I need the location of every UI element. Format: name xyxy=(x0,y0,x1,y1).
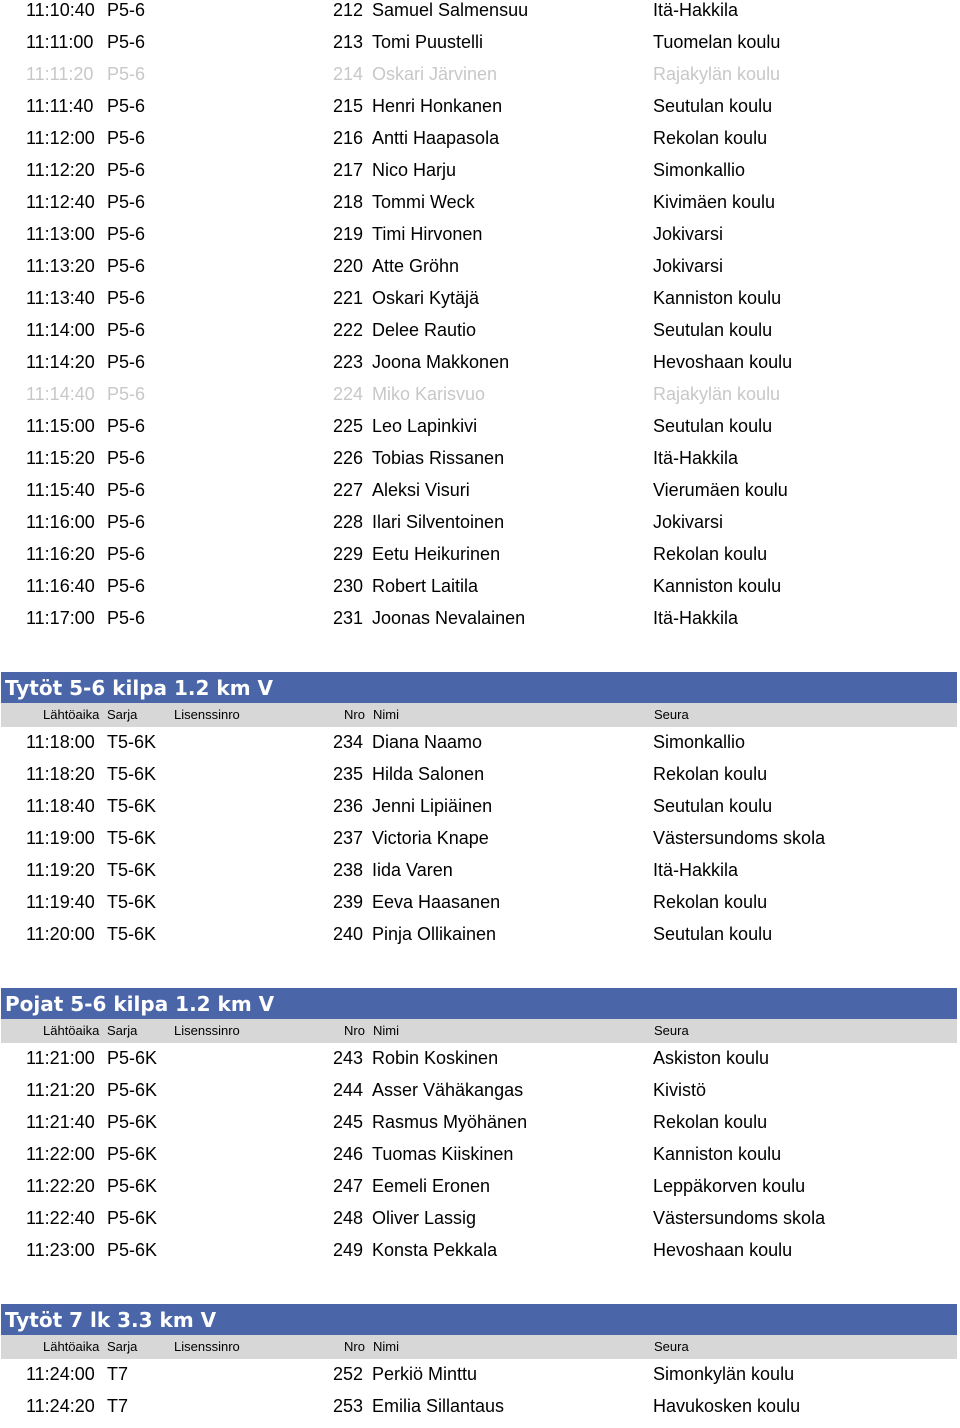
table-row xyxy=(0,0,960,32)
athlete-name: Ilari Silventoinen xyxy=(372,512,505,532)
col-header-class: Sarja xyxy=(107,1023,138,1038)
bib-number: 220 xyxy=(333,256,364,276)
club-name: Seutulan koulu xyxy=(653,796,773,816)
class-code: P5-6 xyxy=(107,288,146,308)
column-header-row xyxy=(1,1335,957,1359)
bib-number: 238 xyxy=(333,860,364,880)
bib-number: 245 xyxy=(333,1112,364,1132)
start-time: 11:13:40 xyxy=(26,288,95,308)
start-time: 11:14:40 xyxy=(26,384,95,404)
table-row xyxy=(0,1364,960,1396)
table-row xyxy=(0,160,960,192)
table-row xyxy=(0,416,960,448)
start-time: 11:15:40 xyxy=(26,480,95,500)
start-time: 11:11:20 xyxy=(26,64,94,84)
table-row xyxy=(0,1208,960,1240)
col-header-number: Nro xyxy=(344,1023,365,1038)
athlete-name: Robert Laitila xyxy=(372,576,479,596)
club-name: Kivistö xyxy=(653,1080,707,1100)
club-name: Itä-Hakkila xyxy=(653,860,739,880)
club-name: Rekolan koulu xyxy=(653,544,768,564)
athlete-name: Perkiö Minttu xyxy=(372,1364,478,1384)
athlete-name: Robin Koskinen xyxy=(372,1048,499,1068)
table-row xyxy=(0,608,960,640)
class-code: T5-6K xyxy=(107,764,157,784)
start-time: 11:18:00 xyxy=(26,732,95,752)
club-name: Seutulan koulu xyxy=(653,96,773,116)
bib-number: 230 xyxy=(333,576,364,596)
col-header-name: Nimi xyxy=(373,1339,399,1354)
class-code: P5-6 xyxy=(107,320,146,340)
section-title: Tytöt 5-6 kilpa 1.2 km V xyxy=(1,672,957,703)
athlete-name: Diana Naamo xyxy=(372,732,483,752)
section-title: Tytöt 7 lk 3.3 km V xyxy=(1,1304,957,1335)
table-row xyxy=(0,352,960,384)
athlete-name: Aleksi Visuri xyxy=(372,480,470,500)
bib-number: 237 xyxy=(333,828,364,848)
table-row xyxy=(0,1396,960,1428)
column-header-row xyxy=(1,703,957,727)
table-row xyxy=(0,512,960,544)
class-code: P5-6 xyxy=(107,608,146,628)
athlete-name: Joonas Nevalainen xyxy=(372,608,526,628)
club-name: Hevoshaan koulu xyxy=(653,1240,793,1260)
class-code: T5-6K xyxy=(107,828,157,848)
start-time: 11:17:00 xyxy=(26,608,95,628)
col-header-club: Seura xyxy=(654,707,689,722)
start-time: 11:24:20 xyxy=(26,1396,95,1416)
athlete-name: Timi Hirvonen xyxy=(372,224,483,244)
athlete-name: Jenni Lipiäinen xyxy=(372,796,493,816)
table-row xyxy=(0,224,960,256)
class-code: P5-6 xyxy=(107,128,146,148)
club-name: Itä-Hakkila xyxy=(653,608,739,628)
athlete-name: Atte Gröhn xyxy=(372,256,460,276)
bib-number: 212 xyxy=(333,0,364,20)
class-code: P5-6 xyxy=(107,0,146,20)
start-time: 11:16:00 xyxy=(26,512,95,532)
bib-number: 235 xyxy=(333,764,364,784)
column-header-row xyxy=(1,1019,957,1043)
class-code: P5-6K xyxy=(107,1208,158,1228)
class-code: P5-6 xyxy=(107,512,146,532)
club-name: Jokivarsi xyxy=(653,224,724,244)
bib-number: 225 xyxy=(333,416,364,436)
club-name: Jokivarsi xyxy=(653,512,724,532)
class-code: P5-6K xyxy=(107,1080,158,1100)
table-row xyxy=(0,924,960,956)
start-time: 11:12:00 xyxy=(26,128,95,148)
athlete-name: Asser Vähäkangas xyxy=(372,1080,524,1100)
class-code: T5-6K xyxy=(107,924,157,944)
start-time: 11:12:40 xyxy=(26,192,95,212)
table-row xyxy=(0,1048,960,1080)
start-time: 11:22:40 xyxy=(26,1208,95,1228)
athlete-name: Oskari Kytäjä xyxy=(372,288,480,308)
table-row xyxy=(0,576,960,608)
class-code: P5-6K xyxy=(107,1176,158,1196)
club-name: Havukosken koulu xyxy=(653,1396,801,1416)
class-code: P5-6K xyxy=(107,1048,158,1068)
bib-number: 223 xyxy=(333,352,364,372)
class-code: P5-6 xyxy=(107,448,146,468)
col-header-number: Nro xyxy=(344,1339,365,1354)
col-header-start-time: Lähtöaika xyxy=(43,1023,100,1038)
club-name: Askiston koulu xyxy=(653,1048,770,1068)
table-row xyxy=(0,320,960,352)
club-name: Seutulan koulu xyxy=(653,320,773,340)
start-time: 11:19:00 xyxy=(26,828,95,848)
club-name: Tuomelan koulu xyxy=(653,32,781,52)
col-header-club: Seura xyxy=(654,1339,689,1354)
table-row xyxy=(0,256,960,288)
section-spacer xyxy=(0,1272,960,1304)
club-name: Simonkallio xyxy=(653,160,746,180)
table-row xyxy=(0,288,960,320)
athlete-name: Tobias Rissanen xyxy=(372,448,505,468)
start-time: 11:24:00 xyxy=(26,1364,95,1384)
athlete-name: Eeva Haasanen xyxy=(372,892,501,912)
club-name: Rekolan koulu xyxy=(653,128,768,148)
club-name: Kanniston koulu xyxy=(653,288,782,308)
class-code: P5-6K xyxy=(107,1112,158,1132)
start-time: 11:21:00 xyxy=(26,1048,95,1068)
start-time: 11:13:20 xyxy=(26,256,95,276)
col-header-start-time: Lähtöaika xyxy=(43,707,100,722)
bib-number: 229 xyxy=(333,544,364,564)
start-time: 11:10:40 xyxy=(26,0,95,20)
bib-number: 249 xyxy=(333,1240,364,1260)
athlete-name: Victoria Knape xyxy=(372,828,489,848)
club-name: Kivimäen koulu xyxy=(653,192,776,212)
athlete-name: Hilda Salonen xyxy=(372,764,485,784)
bib-number: 240 xyxy=(333,924,364,944)
class-code: T5-6K xyxy=(107,860,157,880)
bib-number: 219 xyxy=(333,224,364,244)
section-spacer xyxy=(0,956,960,988)
club-name: Seutulan koulu xyxy=(653,416,773,436)
bib-number: 248 xyxy=(333,1208,364,1228)
start-time: 11:18:20 xyxy=(26,764,95,784)
class-code: P5-6K xyxy=(107,1144,158,1164)
table-row xyxy=(0,796,960,828)
section-title: Pojat 5-6 kilpa 1.2 km V xyxy=(1,988,957,1019)
table-row xyxy=(0,384,960,416)
athlete-name: Rasmus Myöhänen xyxy=(372,1112,528,1132)
club-name: Rajakylän koulu xyxy=(653,384,781,404)
start-time: 11:15:00 xyxy=(26,416,95,436)
start-time: 11:19:20 xyxy=(26,860,95,880)
start-time: 11:23:00 xyxy=(26,1240,95,1260)
bib-number: 247 xyxy=(333,1176,364,1196)
club-name: Vierumäen koulu xyxy=(653,480,788,500)
table-row xyxy=(0,32,960,64)
bib-number: 252 xyxy=(333,1364,364,1384)
start-time: 11:11:00 xyxy=(26,32,94,52)
class-code: P5-6 xyxy=(107,256,146,276)
club-name: Simonkylän koulu xyxy=(653,1364,795,1384)
athlete-name: Konsta Pekkala xyxy=(372,1240,498,1260)
bib-number: 221 xyxy=(333,288,364,308)
class-code: P5-6 xyxy=(107,224,146,244)
col-header-number: Nro xyxy=(344,707,365,722)
start-time: 11:13:00 xyxy=(26,224,95,244)
col-header-class: Sarja xyxy=(107,707,138,722)
class-code: P5-6 xyxy=(107,32,146,52)
club-name: Simonkallio xyxy=(653,732,746,752)
bib-number: 214 xyxy=(333,64,364,84)
club-name: Seutulan koulu xyxy=(653,924,773,944)
athlete-name: Nico Harju xyxy=(372,160,457,180)
bib-number: 246 xyxy=(333,1144,364,1164)
class-code: T5-6K xyxy=(107,892,157,912)
class-code: P5-6 xyxy=(107,416,146,436)
athlete-name: Delee Rautio xyxy=(372,320,477,340)
start-time: 11:21:20 xyxy=(26,1080,95,1100)
athlete-name: Samuel Salmensuu xyxy=(372,0,529,20)
athlete-name: Miko Karisvuo xyxy=(372,384,486,404)
start-time: 11:11:40 xyxy=(26,96,94,116)
club-name: Leppäkorven koulu xyxy=(653,1176,806,1196)
table-row xyxy=(0,1080,960,1112)
start-time: 11:16:40 xyxy=(26,576,95,596)
start-time: 11:21:40 xyxy=(26,1112,95,1132)
col-header-start-time: Lähtöaika xyxy=(43,1339,100,1354)
start-time: 11:15:20 xyxy=(26,448,95,468)
bib-number: 239 xyxy=(333,892,364,912)
club-name: Itä-Hakkila xyxy=(653,0,739,20)
start-time: 11:12:20 xyxy=(26,160,95,180)
start-time: 11:18:40 xyxy=(26,796,95,816)
class-code: P5-6 xyxy=(107,480,146,500)
table-row xyxy=(0,828,960,860)
class-code: P5-6 xyxy=(107,352,146,372)
class-code: T7 xyxy=(107,1396,129,1416)
bib-number: 222 xyxy=(333,320,364,340)
table-row xyxy=(0,860,960,892)
start-time: 11:22:00 xyxy=(26,1144,95,1164)
club-name: Rekolan koulu xyxy=(653,764,768,784)
bib-number: 228 xyxy=(333,512,364,532)
table-row xyxy=(0,64,960,96)
start-time: 11:16:20 xyxy=(26,544,95,564)
club-name: Rekolan koulu xyxy=(653,1112,768,1132)
class-code: P5-6 xyxy=(107,160,146,180)
class-code: P5-6 xyxy=(107,384,146,404)
table-row xyxy=(0,892,960,924)
col-header-club: Seura xyxy=(654,1023,689,1038)
bib-number: 226 xyxy=(333,448,364,468)
athlete-name: Oliver Lassig xyxy=(372,1208,477,1228)
bib-number: 253 xyxy=(333,1396,364,1416)
bib-number: 227 xyxy=(333,480,364,500)
table-row xyxy=(0,96,960,128)
class-code: P5-6K xyxy=(107,1240,158,1260)
athlete-name: Joona Makkonen xyxy=(372,352,510,372)
start-time: 11:22:20 xyxy=(26,1176,95,1196)
class-code: P5-6 xyxy=(107,544,146,564)
table-row xyxy=(0,1144,960,1176)
table-row xyxy=(0,448,960,480)
athlete-name: Eemeli Eronen xyxy=(372,1176,491,1196)
table-row xyxy=(0,1112,960,1144)
class-code: T5-6K xyxy=(107,732,157,752)
start-time: 11:20:00 xyxy=(26,924,95,944)
bib-number: 236 xyxy=(333,796,364,816)
class-code: P5-6 xyxy=(107,192,146,212)
bib-number: 213 xyxy=(333,32,364,52)
club-name: Rekolan koulu xyxy=(653,892,768,912)
club-name: Kanniston koulu xyxy=(653,1144,782,1164)
athlete-name: Henri Honkanen xyxy=(372,96,503,116)
class-code: P5-6 xyxy=(107,96,146,116)
bib-number: 244 xyxy=(333,1080,364,1100)
table-row xyxy=(0,480,960,512)
club-name: Itä-Hakkila xyxy=(653,448,739,468)
table-row xyxy=(0,764,960,796)
athlete-name: Tomi Puustelli xyxy=(372,32,484,52)
athlete-name: Tuomas Kiiskinen xyxy=(372,1144,514,1164)
athlete-name: Tommi Weck xyxy=(372,192,475,212)
athlete-name: Pinja Ollikainen xyxy=(372,924,497,944)
club-name: Jokivarsi xyxy=(653,256,724,276)
athlete-name: Oskari Järvinen xyxy=(372,64,498,84)
bib-number: 224 xyxy=(333,384,364,404)
table-row xyxy=(0,732,960,764)
start-time: 11:14:20 xyxy=(26,352,95,372)
club-name: Hevoshaan koulu xyxy=(653,352,793,372)
athlete-name: Emilia Sillantaus xyxy=(372,1396,505,1416)
start-time: 11:14:00 xyxy=(26,320,95,340)
table-row xyxy=(0,1176,960,1208)
class-code: T5-6K xyxy=(107,796,157,816)
bib-number: 231 xyxy=(333,608,364,628)
table-row xyxy=(0,1240,960,1272)
col-header-license: Lisenssinro xyxy=(174,1023,240,1038)
col-header-license: Lisenssinro xyxy=(174,1339,240,1354)
col-header-name: Nimi xyxy=(373,707,399,722)
bib-number: 243 xyxy=(333,1048,364,1068)
table-row xyxy=(0,128,960,160)
bib-number: 234 xyxy=(333,732,364,752)
section-spacer xyxy=(0,640,960,672)
athlete-name: Antti Haapasola xyxy=(372,128,500,148)
start-time: 11:19:40 xyxy=(26,892,95,912)
table-row xyxy=(0,544,960,576)
class-code: P5-6 xyxy=(107,64,146,84)
athlete-name: Iida Varen xyxy=(372,860,453,880)
club-name: Kanniston koulu xyxy=(653,576,782,596)
col-header-class: Sarja xyxy=(107,1339,138,1354)
class-code: T7 xyxy=(107,1364,129,1384)
athlete-name: Leo Lapinkivi xyxy=(372,416,478,436)
club-name: Rajakylän koulu xyxy=(653,64,781,84)
bib-number: 217 xyxy=(333,160,364,180)
bib-number: 215 xyxy=(333,96,364,116)
athlete-name: Eetu Heikurinen xyxy=(372,544,501,564)
club-name: Västersundoms skola xyxy=(653,828,826,848)
table-row xyxy=(0,192,960,224)
col-header-license: Lisenssinro xyxy=(174,707,240,722)
col-header-name: Nimi xyxy=(373,1023,399,1038)
bib-number: 218 xyxy=(333,192,364,212)
bib-number: 216 xyxy=(333,128,364,148)
class-code: P5-6 xyxy=(107,576,146,596)
club-name: Västersundoms skola xyxy=(653,1208,826,1228)
